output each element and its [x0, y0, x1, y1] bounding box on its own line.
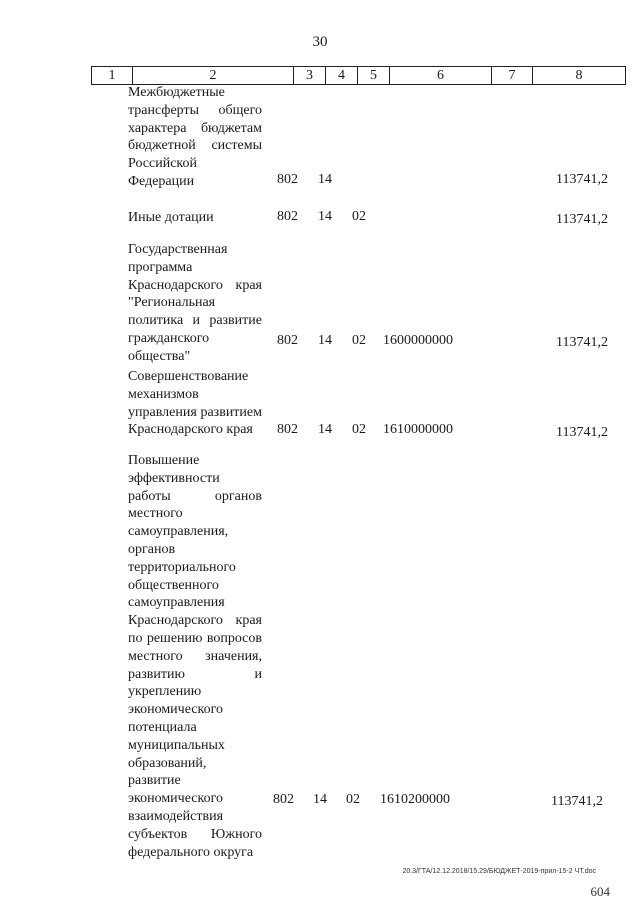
- row-code-subsection: 02: [352, 333, 366, 348]
- column-header-table: [91, 66, 626, 85]
- column-header-6: 6: [390, 67, 492, 85]
- row-amount: 113741,2: [556, 335, 608, 350]
- row-target-article: 1600000000: [383, 333, 453, 348]
- row-name: Межбюджетные трансферты общего характера бюджетам бюджетной системы Российской Федерации: [128, 85, 262, 189]
- column-header-2: 2: [133, 67, 294, 85]
- row-code-section: 14: [318, 333, 332, 348]
- row-amount: 113741,2: [551, 794, 603, 809]
- row-code-section: 14: [318, 422, 332, 437]
- page-number: 30: [312, 34, 328, 50]
- column-header-4: 4: [326, 67, 358, 85]
- row-code-chapter: 802: [277, 422, 298, 437]
- row-name: Государственная программа Краснодарского края "Региональная политика и развитие гражданского общества": [128, 242, 262, 364]
- row-target-article: 1610000000: [383, 422, 453, 437]
- row-code-chapter: 802: [277, 172, 298, 187]
- column-header-7: 7: [492, 67, 533, 85]
- column-header-5: 5: [358, 67, 390, 85]
- row-target-article: 1610200000: [380, 792, 450, 807]
- row-name: Повышение эффективности работы органов местного самоуправления, органов территориального общественного самоуправления Краснодарского края по решению вопросов местного значения, развитию и укреплению экономического потенциала муниципальных образований, развитие экономического взаимодействия субъектов Южного федерального округа: [128, 453, 262, 860]
- row-code-chapter: 802: [277, 209, 298, 224]
- row-amount: 113741,2: [556, 425, 608, 440]
- row-code-section: 14: [318, 209, 332, 224]
- row-code-chapter: 802: [273, 792, 294, 807]
- column-header-3: 3: [294, 67, 326, 85]
- row-code-chapter: 802: [277, 333, 298, 348]
- row-code-subsection: 02: [352, 422, 366, 437]
- row-code-subsection: 02: [352, 209, 366, 224]
- column-header-1: 1: [92, 67, 133, 85]
- column-header-row: [92, 67, 626, 85]
- row-code-section: 14: [318, 172, 332, 187]
- row-name: Иные дотации: [128, 210, 214, 225]
- footer-sheet-number: 604: [590, 884, 610, 899]
- row-amount: 113741,2: [556, 212, 608, 227]
- row-code-section: 14: [313, 792, 327, 807]
- footer-file-path: 20.3/ГТА/12.12.2018/15.29/БЮДЖЕТ-2019-прил-15-2 ЧТ.doc: [402, 868, 596, 875]
- column-header-8: 8: [533, 67, 626, 85]
- row-code-subsection: 02: [346, 792, 360, 807]
- row-name: Совершенствование механизмов управления развитием Краснодарского края: [128, 369, 262, 438]
- row-amount: 113741,2: [556, 172, 608, 187]
